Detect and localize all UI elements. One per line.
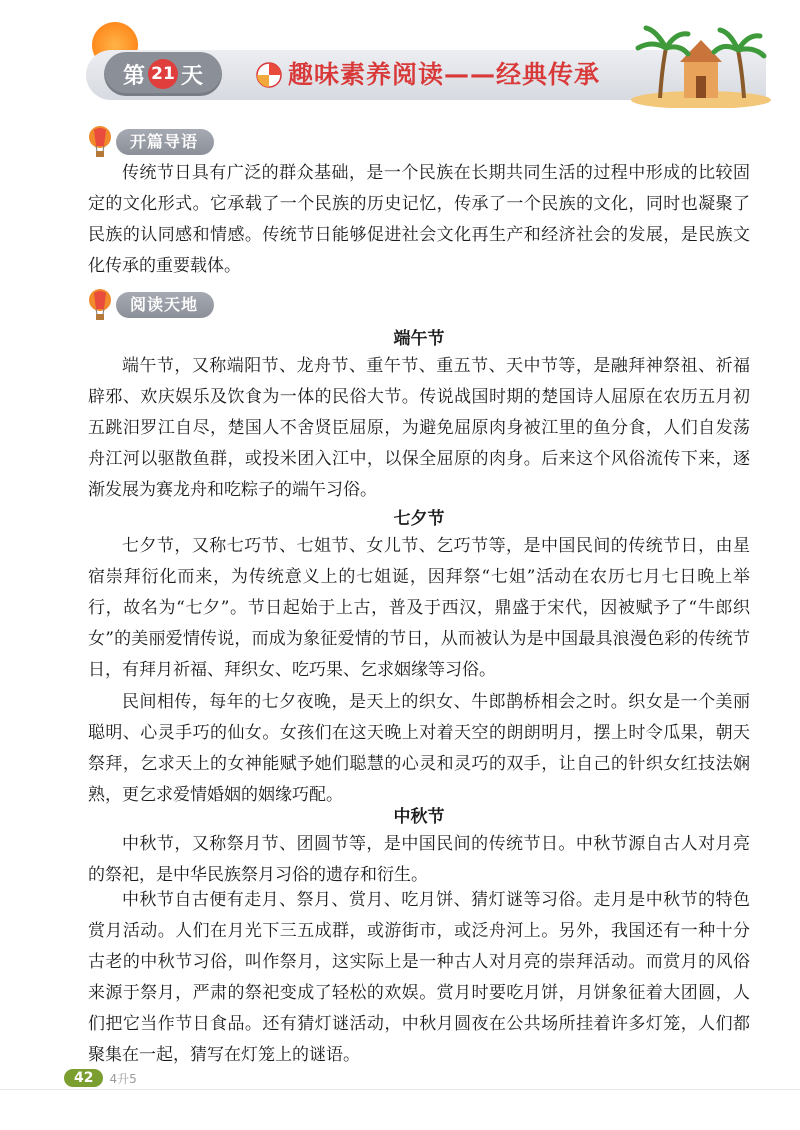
palm-tree-hut-icon [626, 18, 776, 108]
page-title: 趣味素养阅读——经典传承 [288, 60, 601, 89]
day-suffix: 天 [181, 63, 204, 89]
day-number: 21 [148, 59, 178, 89]
header-banner [0, 0, 800, 112]
duanwu-paragraph: 端午节，又称端阳节、龙舟节、重午节、重五节、天中节等，是融拜神祭祖、祈福辟邪、欢庆娱乐及饮食为一体的民俗大节。传说战国时期的楚国诗人屈原在农历五月初五跳汨罗江自尽，楚国人不舍贤臣屈原，为避免屈原肉身被江里的鱼分食，人们自发荡舟江河以驱散鱼群，或投米团入江中，以保全屈原的肉身。后来这个风俗流传下来，逐渐发展为赛龙舟和吃粽子的端午习俗。 [88, 356, 750, 500]
day-badge [104, 52, 222, 96]
page-footer [64, 1067, 137, 1089]
reading-label-text: 阅读天地 [116, 292, 214, 318]
bottom-divider [0, 1089, 800, 1090]
section-title-qixi: 七夕节 [393, 509, 445, 529]
zhongqiu-paragraph-1: 中秋节，又称祭月节、团圆节等，是中国民间的传统节日。中秋节源自古人对月亮的祭祀，是中华民族祭月习俗的遗存和衍生。 [88, 834, 750, 885]
page-number: 42 [64, 1069, 103, 1087]
section-title-duanwu: 端午节 [393, 329, 445, 349]
intro-paragraph: 传统节日具有广泛的群众基础，是一个民族在长期共同生活的过程中形成的比较固定的文化形式。它承载了一个民族的历史记忆，传承了一个民族的文化，同时也凝聚了民族的认同感和情感。传统节日能够促进社会文化再生产和经济社会的发展，是民族文化传承的重要载体。 [88, 163, 750, 276]
day-prefix: 第 [122, 63, 145, 89]
section-title-zhongqiu: 中秋节 [393, 807, 445, 827]
hot-air-balloon-icon [86, 289, 114, 321]
hot-air-balloon-icon [86, 126, 114, 158]
reading-label [86, 289, 214, 321]
beach-ball-icon [256, 62, 282, 88]
intro-label [86, 126, 214, 158]
grade-label: 4升5 [109, 1071, 137, 1086]
zhongqiu-paragraph-2: 中秋节自古便有走月、祭月、赏月、吃月饼、猜灯谜等习俗。走月是中秋节的特色赏月活动。人们在月光下三五成群，或游街市，或泛舟河上。另外，我国还有一种十分古老的中秋节习俗，叫作祭月，这实际上是一种古人对月亮的崇拜活动。而赏月的风俗来源于祭月，严肃的祭祀变成了轻松的欢娱。赏月时要吃月饼，月饼象征着大团圆，人们把它当作节日食品。还有猜灯谜活动，中秋月圆夜在公共场所挂着许多灯笼，人们都聚集在一起，猜写在灯笼上的谜语。 [88, 890, 750, 1065]
qixi-paragraph-2: 民间相传，每年的七夕夜晚，是天上的织女、牛郎鹊桥相会之时。织女是一个美丽聪明、心灵手巧的仙女。女孩们在这天晚上对着天空的朗朗明月，摆上时令瓜果，朝天祭拜，乞求天上的女神能赋予她们聪慧的心灵和灵巧的双手，让自己的针织女红技法娴熟，更乞求爱情婚姻的姻缘巧配。 [88, 692, 750, 805]
intro-label-text: 开篇导语 [116, 129, 214, 155]
qixi-paragraph-1: 七夕节，又称七巧节、七姐节、女儿节、乞巧节等，是中国民间的传统节日，由星宿崇拜衍化而来，为传统意义上的七姐诞，因拜祭“七姐”活动在农历七月七日晚上举行，故名为“七夕”。节日起始于上古，普及于西汉，鼎盛于宋代，因被赋予了“牛郎织女”的美丽爱情传说，而成为象征爱情的节日，从而被认为是中国最具浪漫色彩的传统节日，有拜月祈福、拜织女、吃巧果、乞求姻缘等习俗。 [88, 536, 750, 680]
